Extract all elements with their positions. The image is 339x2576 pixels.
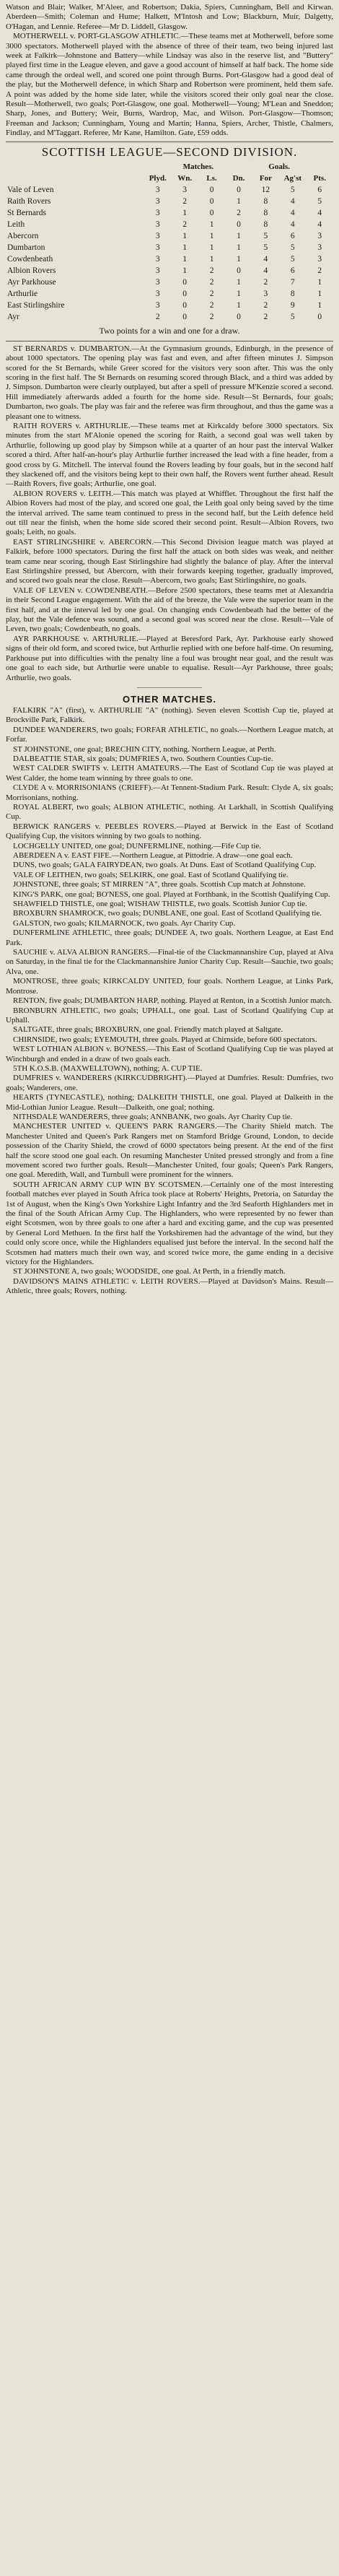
league-row bbox=[6, 277, 333, 288]
stat-cell: 5 bbox=[263, 231, 268, 240]
stat-cell: 5 bbox=[290, 185, 295, 194]
stat-cell: 2 bbox=[209, 266, 214, 275]
stat-cell: 4 bbox=[290, 208, 295, 217]
stat-cell: 2 bbox=[209, 277, 214, 287]
stat-cell: 3 bbox=[155, 289, 160, 298]
stat-cell: 2 bbox=[237, 208, 241, 217]
stat-cell: 3 bbox=[263, 289, 268, 298]
match-report: SAUCHIE v. ALVA ALBION RANGERS.—Final-tie of the Clackmannanshire Cup, played at Alva on Saturday, in the final tie for the Clackmannanshire Junior Charity Cup. Result—Sauchie, two goals; Alva, one. bbox=[6, 948, 333, 976]
col-header: Ls. bbox=[206, 173, 217, 183]
league-row bbox=[6, 184, 333, 196]
col-header: Ag'st bbox=[283, 173, 302, 183]
stat-cell: 3 bbox=[155, 243, 160, 252]
match-report: ABERDEEN A v. EAST FIFE.—Northern League, at Pittodrie. A draw—one goal each. bbox=[13, 851, 293, 860]
stat-cell: 1 bbox=[237, 243, 241, 252]
stat-cell: 3 bbox=[155, 266, 160, 275]
stat-cell: 1 bbox=[237, 196, 241, 206]
stat-cell: 12 bbox=[261, 185, 270, 194]
stat-cell: 2 bbox=[317, 266, 322, 275]
intro-paragraph: MOTHERWELL v. PORT-GLASGOW ATHLETIC.—These teams met at Motherwell, before some 3000 spectators. Motherwell played with the absence of three of their team, two being injured last week at Falkirk—Johnstone and Battery—while Lindsay was also in the reserve list, and "Buttery" played first time in the League eleven, and gave a good account of himself at half back. The home side came through the ordeal well, and scored one point through Burns. Port-Glasgow had a good deal of the play, but the Motherwell defence, in which Sharp and Robertson were prominent, held them safe. A point was added by the home side later, while the visitors scored their only goal near the close. Result—Motherwell, two goals; Port-Glasgow, one goal. Motherwell—Young; M'Lean and Sneddon; Sharp, Jones, and Buttery; Weir, Burns, Wardrop, Mac, and Wilson. Port-Glasgow—Thomson; Freeman and Jackson; Cunningham, Young and Martin; Hanna, Spiers, Archer, Thistle, Chalmers, Findlay, and M'Taggart. Referee, Mr Kane, Hamilton. Gate, £59 odds. bbox=[6, 32, 333, 138]
match-report: DUMFRIES v. WANDERERS (KIRKCUDBRIGHT).—Played at Dumfries. Result: Dumfries, two goals; Wanderers, one. bbox=[6, 1074, 333, 1092]
league-column-header-row bbox=[6, 173, 333, 184]
stat-cell: 3 bbox=[155, 231, 160, 240]
team-name: St Bernards bbox=[7, 208, 46, 217]
team-name: Dumbarton bbox=[7, 243, 45, 252]
stat-cell: 1 bbox=[237, 277, 241, 287]
match-report: VALE OF LEITHEN, two goals; SELKIRK, one goal. East of Scotland Qualifying tie. bbox=[13, 870, 289, 879]
stat-cell: 2 bbox=[263, 277, 268, 287]
league-row bbox=[6, 242, 333, 253]
team-name: Vale of Leven bbox=[7, 185, 54, 194]
match-report: ST JOHNSTONE A, two goals; WOODSIDE, one goal. At Perth, in a friendly match. bbox=[13, 1267, 286, 1276]
stat-cell: 5 bbox=[290, 243, 295, 252]
match-report: DUNDEE WANDERERS, two goals; FORFAR ATHLETIC, no goals.—Northern League match, at Forfar. bbox=[6, 725, 333, 744]
league-row bbox=[6, 311, 333, 323]
stat-cell: 0 bbox=[182, 277, 188, 287]
team-name: Ayr Parkhouse bbox=[7, 277, 56, 287]
stat-cell: 0 bbox=[182, 300, 188, 310]
match-report: KING'S PARK, one goal; BO'NESS, one goal. Played at Forthbank, in the Scottish Qualifying Cup. bbox=[13, 889, 330, 899]
match-report: AYR PARKHOUSE v. ARTHURLIE.—Played at Beresford Park, Ayr. Parkhouse early showed signs of their old form, and scored twice, but Arthurlie replied with one before half-time. On resuming, Parkhouse put into difficulties with the penalty line a foul was brought near goal, and the result was one goal to each side, but Arthurlie were unable to equalise. Result—Ayr Parkhouse, three goals; Arthurlie, two goals. bbox=[6, 634, 333, 682]
stat-cell: 6 bbox=[290, 266, 295, 275]
group-header-goals: Goals. bbox=[268, 162, 290, 171]
stat-cell: 4 bbox=[263, 266, 268, 275]
league-row bbox=[6, 196, 333, 207]
match-report: DUNS, two goals; GALA FAIRYDEAN, two goals. At Duns. East of Scotland Qualifying Cup. bbox=[13, 861, 317, 870]
match-report: BRONBURN ATHLETIC, two goals; UPHALL, one goal. Last of Scotland Qualifying Cup at Uphall. bbox=[6, 1006, 333, 1024]
stat-cell: 5 bbox=[317, 196, 322, 206]
team-name: Arthurlie bbox=[7, 289, 38, 298]
stat-cell: 3 bbox=[155, 185, 160, 194]
team-name: East Stirlingshire bbox=[7, 300, 65, 310]
stat-cell: 6 bbox=[317, 185, 322, 194]
stat-cell: 3 bbox=[155, 300, 160, 310]
league-title: SCOTTISH LEAGUE—SECOND DIVISION. bbox=[41, 144, 298, 159]
stat-cell: 5 bbox=[290, 312, 295, 321]
match-report: DAVIDSON'S MAINS ATHLETIC v. LEITH ROVERS.—Played at Davidson's Mains. Result—Athletic, three goals; Rovers, nothing. bbox=[6, 1276, 333, 1296]
stat-cell: 2 bbox=[209, 300, 214, 310]
stat-cell: 1 bbox=[317, 289, 322, 298]
group-header-matches: Matches. bbox=[182, 162, 214, 171]
stat-cell: 1 bbox=[237, 289, 241, 298]
stat-cell: 3 bbox=[317, 243, 322, 252]
match-report: BROXBURN SHAMROCK, two goals; DUNBLANE, one goal. East of Scotland Qualifying tie. bbox=[13, 909, 322, 918]
league-table bbox=[6, 161, 333, 323]
team-name: Raith Rovers bbox=[7, 196, 51, 206]
match-report: ROYAL ALBERT, two goals; ALBION ATHLETIC, nothing. At Larkhall, in Scottish Qualifying Cup. bbox=[6, 802, 333, 822]
stat-cell: 1 bbox=[209, 219, 214, 229]
stat-cell: 2 bbox=[209, 289, 214, 298]
stat-cell: 7 bbox=[290, 277, 295, 287]
league-row bbox=[6, 207, 333, 219]
stat-cell: 1 bbox=[317, 277, 322, 287]
match-report: SHAWFIELD THISTLE, one goal; WISHAW THISTLE, two goals. Scottish Junior Cup tie. bbox=[13, 900, 307, 909]
match-report: WEST CALDER SWIFTS v. LEITH AMATEURS.—The East of Scotland Cup tie was played at West Calder, the home team winning by three goals to one. bbox=[6, 764, 333, 783]
match-report: VALE OF LEVEN v. COWDENBEATH.—Before 2500 spectators, these teams met at Alexandria in their Second League engagement. With the aid of the breeze, the Vale were the superior team in the first half, and at the interval led by one goal. On changing ends Cowdenbeath had the better of the play, but the Vale defence was sound, and a second goal was scored near the close. Result—Vale of Leven, two goals; Cowdenbeath, no goals. bbox=[6, 586, 333, 634]
stat-cell: 0 bbox=[237, 219, 241, 229]
col-header: Wn. bbox=[177, 173, 193, 183]
match-report: DALBEATTIE STAR, six goals; DUMFRIES A, two. Southern Counties Cup-tie. bbox=[13, 754, 273, 763]
match-report: FALKIRK "A" (first), v. ARTHURLIE "A" (nothing). Seven eleven Scottish Cup tie, played at Brockville Park, Falkirk. bbox=[6, 705, 333, 725]
stat-cell: 2 bbox=[155, 312, 160, 321]
other-matches-title: OTHER MATCHES. bbox=[122, 693, 217, 705]
stat-cell: 3 bbox=[155, 254, 160, 264]
stat-cell: 0 bbox=[237, 185, 241, 194]
col-header: Pts. bbox=[313, 173, 326, 183]
match-report: HEARTS (TYNECASTLE), nothing; DALKEITH THISTLE, one goal. Played at Dalkeith in the Mid-Lothian Junior League. Result—Dalkeith, one goal; nothing. bbox=[6, 1093, 333, 1112]
team-name: Albion Rovers bbox=[7, 266, 56, 275]
league-row bbox=[6, 253, 333, 265]
stat-cell: 5 bbox=[263, 243, 268, 252]
match-report: MANCHESTER UNITED v. QUEEN'S PARK RANGERS.—The Charity Shield match. The Manchester United and Queen's Park Rangers met on Stamford Bridge Ground, London, to decide possession of the Charity Shield, the crowd of 6000 spectators being present. At the end of the first half the score stood one goal each. On resuming Manchester United pressed strongly and from a fine movement scored two further goals. Result—Manchester United, four goals; Queen's Park Rangers, one goal. Meredith, Wall, and Turnbull were prominent for the winners. bbox=[6, 1122, 333, 1180]
stat-cell: 0 bbox=[237, 266, 241, 275]
stat-cell: 3 bbox=[317, 254, 322, 264]
league-points-note: Two points for a win and one for a draw. bbox=[99, 325, 240, 336]
stat-cell: 8 bbox=[263, 219, 268, 229]
match-report: LOCHGELLY UNITED, one goal; DUNFERMLINE, nothing.—Fife Cup tie. bbox=[13, 841, 262, 850]
stat-cell: 3 bbox=[182, 185, 188, 194]
stat-cell: 0 bbox=[237, 312, 241, 321]
team-name: Ayr bbox=[7, 312, 19, 321]
other-matches-section bbox=[6, 694, 333, 1297]
stat-cell: 8 bbox=[290, 289, 295, 298]
match-report: RENTON, five goals; DUMBARTON HARP, nothing. Played at Renton, in a Scottish Junior match. bbox=[13, 996, 332, 1006]
stat-cell: 3 bbox=[155, 208, 160, 217]
stat-cell: 8 bbox=[263, 196, 268, 206]
team-name: Cowdenbeath bbox=[7, 254, 53, 264]
stat-cell: 0 bbox=[182, 289, 188, 298]
stat-cell: 0 bbox=[209, 185, 214, 194]
match-report: SALTGATE, three goals; BROXBURN, one goal. Friendly match played at Saltgate. bbox=[13, 1025, 283, 1035]
stat-cell: 2 bbox=[182, 219, 188, 229]
stat-cell: 4 bbox=[290, 196, 295, 206]
stat-cell: 3 bbox=[155, 277, 160, 287]
stat-cell: 1 bbox=[182, 266, 188, 275]
stat-cell: 1 bbox=[317, 300, 322, 310]
col-header: For bbox=[259, 173, 272, 183]
league-row bbox=[6, 288, 333, 300]
stat-cell: 3 bbox=[155, 196, 160, 206]
match-report: ST BERNARDS v. DUMBARTON.—At the Gymnasium grounds, Edinburgh, in the presence of about 1000 spectators. The opening play was fast and even, and after fifteen minutes J. Simpson scored for the St Bernards, while Greer scored for the visitors very soon after. This was the only scoring in the first half. The St Bernards on resuming scored through Black, and a third was added by J. Simpson. Dumbarton were clearly outplayed, but after a spell of pressure M'Kenzie scored a second. Hill immediately afterwards added a fourth for the home side. Result—St Bernards, four goals; Dumbarton, two goals. The play was fair and the referee was firm throughout, and thus the game was a pleasant one to witness. bbox=[6, 344, 333, 421]
stat-cell: 1 bbox=[182, 231, 188, 240]
stat-cell: 4 bbox=[263, 254, 268, 264]
stat-cell: 0 bbox=[209, 196, 214, 206]
match-report: EAST STIRLINGSHIRE v. ABERCORN.—This Second Division league match was played at Falkirk, before 1000 spectators. During the first half the attack on both sides was weak, and neither team came near scoring, though East Stirlingshire had slightly the balance of play. After the interval East Stirlingshire pressed, but Abercorn, with their forwards keeping together, gradually improved, and scored two goals near the close. Result—Abercorn, two goals; East Stirlingshire, no goals. bbox=[6, 537, 333, 586]
league-group-header-row bbox=[6, 161, 333, 173]
stat-cell: 3 bbox=[317, 231, 322, 240]
stat-cell: 5 bbox=[290, 254, 295, 264]
match-report: WEST LOTHIAN ALBION v. BO'NESS.—This East of Scotland Qualifying Cup tie was played at Winchburgh and ended in a draw of two goals each. bbox=[6, 1045, 333, 1063]
stat-cell: 1 bbox=[237, 254, 241, 264]
stat-cell: 1 bbox=[209, 254, 214, 264]
match-report: NITHSDALE WANDERERS, three goals; ANNBANK, two goals. Ayr Charity Cup tie. bbox=[13, 1112, 293, 1121]
match-report: CHIRNSIDE, two goals; EYEMOUTH, three goals. Played at Chirnside, before 600 spectators. bbox=[13, 1035, 317, 1044]
stat-cell: 0 bbox=[182, 312, 188, 321]
match-report: DUNFERMLINE ATHLETIC, three goals; DUNDEE A, two goals. Northern League, at East End Park. bbox=[6, 928, 333, 947]
league-rows bbox=[6, 184, 333, 323]
stat-cell: 1 bbox=[209, 243, 214, 252]
team-name: Leith bbox=[7, 219, 25, 229]
stat-cell: 1 bbox=[182, 254, 188, 264]
stat-cell: 0 bbox=[317, 312, 322, 321]
stat-cell: 6 bbox=[290, 231, 295, 240]
stat-cell: 2 bbox=[263, 300, 268, 310]
match-report: JOHNSTONE, three goals; ST MIRREN "A", three goals. Scottish Cup match at Johnstone. bbox=[13, 880, 306, 889]
stat-cell: 4 bbox=[290, 219, 295, 229]
match-report: MONTROSE, three goals; KIRKCALDY UNITED, four goals. Northern League, at Links Park, Montrose. bbox=[6, 977, 333, 996]
match-report: GALSTON, two goals; KILMARNOCK, two goals. Ayr Charity Cup. bbox=[13, 918, 236, 928]
match-report: BERWICK RANGERS v. PEEBLES ROVERS.—Played at Berwick in the East of Scotland Qualifying Cup, the visitors winning by two goals to nothing. bbox=[6, 822, 333, 841]
stat-cell: 1 bbox=[182, 208, 188, 217]
stat-cell: 1 bbox=[182, 243, 188, 252]
intro-section bbox=[6, 3, 333, 139]
match-report: 5TH K.O.S.B. (MAXWELLTOWN), nothing; A. CUP TIE. bbox=[13, 1063, 203, 1073]
divider bbox=[137, 687, 202, 688]
league-row bbox=[6, 219, 333, 230]
stat-cell: 1 bbox=[237, 300, 241, 310]
match-report: ST JOHNSTONE, one goal; BRECHIN CITY, nothing. Northern League, at Perth. bbox=[13, 744, 276, 754]
stat-cell: 1 bbox=[237, 231, 241, 240]
stat-cell: 9 bbox=[290, 300, 295, 310]
stat-cell: 2 bbox=[263, 312, 268, 321]
stat-cell: 3 bbox=[155, 219, 160, 229]
stat-cell: 2 bbox=[182, 196, 188, 206]
match-report: CLYDE A v. MORRISONIANS (CRIEFF).—At Tennent-Stadium Park. Result: Clyde A, six goals; Morrisonians, nothing. bbox=[6, 783, 333, 802]
stat-cell: 4 bbox=[317, 219, 322, 229]
stat-cell: 1 bbox=[209, 231, 214, 240]
other-matches-list bbox=[6, 706, 333, 1297]
team-name: Abercorn bbox=[7, 231, 39, 240]
match-report: RAITH ROVERS v. ARTHURLIE.—These teams met at Kirkcaldy before 3000 spectators. Six minutes from the start M'Alonie opened the scoring for Raith, a second goal was well taken by Arthurlie, following up good play by Simpson while at a quarter of an hour past the interval Walker scored a third. After half-an-hour's play Arthurlie further increased the lead with a fine header, from a good cross by G. Mitchell. The interval found the Rovers leading by four goals, but in the second half they slackened off, and the visitors being kept to their own half, the Rovers went further ahead. Result—Raith Rovers, five goals; Arthurlie, one goal. bbox=[6, 421, 333, 489]
stat-cell: 2 bbox=[209, 312, 214, 321]
match-report: SOUTH AFRICAN ARMY CUP WIN BY SCOTSMEN.—Certainly one of the most interesting football matches ever played in South Africa took place at Roberts' Heights, Pretoria, on Saturday the 1st of August, when the King's Own Yorkshire Light Infantry and the 3rd Seaforth Highlanders met in the final of the South African Army Cup. The Highlanders, who were represented by no fewer than eight Scotsmen, won by three goals to one after a hard and exciting game, and the cup was presented by General Lord Methuen. In the first half the Yorkshiremen had the advantage of the wind, but they could only score once, while the Highlanders equalised just before the interval. In the second half the Scotsmen had matters much their own way, and scored twice more, the game ending in a decisive victory for the Highlanders. bbox=[6, 1180, 333, 1267]
stat-cell: 4 bbox=[317, 208, 322, 217]
league-row bbox=[6, 300, 333, 311]
col-header: Plyd. bbox=[149, 173, 167, 183]
stat-cell: 8 bbox=[263, 208, 268, 217]
second-division-reports bbox=[6, 344, 333, 683]
league-section bbox=[6, 145, 333, 336]
col-header: Dn. bbox=[232, 173, 245, 183]
league-row bbox=[6, 230, 333, 242]
stat-cell: 0 bbox=[209, 208, 214, 217]
match-report: ALBION ROVERS v. LEITH.—This match was played at Whifflet. Throughout the first half the Albion Rovers had most of the play, and scored one goal, the Leith goal only being saved by the time the interval arrived. The same team continued to press in the second half, but the Leith defence held out till near the finish, when the home side scored their second point. Result—Albion Rovers, two goals; Leith, no goals. bbox=[6, 489, 333, 537]
intro-paragraph: Watson and Blair; Walker, M'Aleer, and Robertson; Dakia, Spiers, Cunningham, Bell and Kirwan. Aberdeen—Smith; Coleman and Hume; Halkett, M'Intosh and Low; Blackburn, Muir, Dalgetty, O'Hagan, and Lennie. Referee—Mr D. Liddell, Glasgow. bbox=[6, 3, 333, 31]
league-row bbox=[6, 265, 333, 277]
